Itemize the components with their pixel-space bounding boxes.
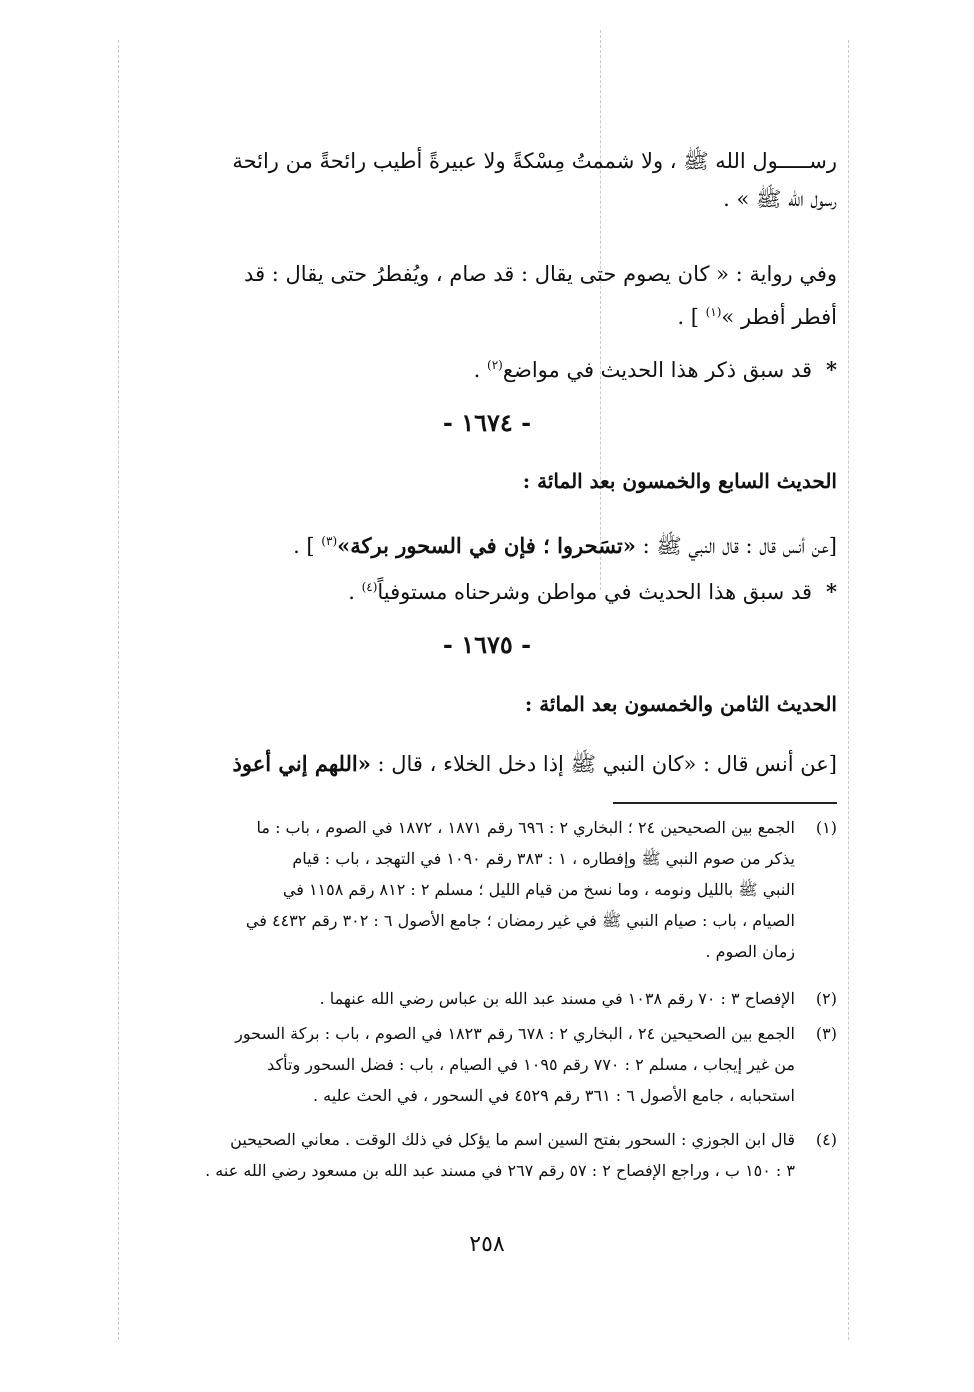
hadith-text <box>125 522 837 565</box>
footnote-line: ٣ : ١٥٠ ب ، وراجع الإفصاح ٢ : ٥٧ رقم ٢٦٧ في مسند عبد الله بن مسعود رضي الله عنه . <box>205 1161 795 1180</box>
hadith-text-end: ] . <box>293 534 322 558</box>
star-marker: * <box>826 357 837 382</box>
footnote-line: يذكر من صوم النبي ﷺ وإفطاره ، ١ : ٣٨٣ رقم ١٠٩٠ في التهجد ، باب : قيام <box>292 849 795 868</box>
scan-guide-line-right <box>848 40 849 1340</box>
scan-guide-line-left <box>118 40 119 1340</box>
footnote-line: قال ابن الجوزي : السحور بفتح السين اسم ما يؤكل في ذلك الوقت . معاني الصحيحين <box>230 1130 795 1149</box>
star-marker: * <box>826 579 837 604</box>
paragraph-continuation <box>125 142 837 218</box>
footnote-line: من غير إيجاب ، مسلم ٢ : ٧٧٠ رقم ١٠٩٥ في الصيام ، باب : فضل السحور وتأكد <box>267 1055 795 1074</box>
footnote-line: زمان الصوم . <box>705 942 795 961</box>
hadith-number: - ١٦٧٥ - <box>442 630 532 659</box>
note-text: قد سبق ذكر هذا الحديث في مواضع <box>502 358 813 382</box>
paragraph-line <box>125 293 837 336</box>
note-line <box>125 346 837 389</box>
footnote-number: (٢) <box>815 989 837 1008</box>
footnote-number: (٤) <box>815 1130 837 1149</box>
hadith-title: الحديث الثامن والخمسون بعد المائة : <box>524 692 837 716</box>
footnote-separator <box>613 802 837 804</box>
footnote-ref: (١) <box>705 305 722 319</box>
footnote-line: الجمع بين الصحيحين ٢٤ ؛ البخاري ٢ : ٦٩٦ رقم ١٨٧١ ، ١٨٧٢ في الصوم ، باب : ما <box>256 818 795 837</box>
hadith-quote: «اللهم إني أعوذ <box>232 751 371 776</box>
hadith-title: الحديث السابع والخمسون بعد المائة : <box>522 469 837 493</box>
paragraph-text: أفطر أفطر » <box>721 305 837 329</box>
paragraph-line: رســـــول الله ﷺ ، ولا شممتُ مِسْكةً ولا عبيرةً أطيب رائحةً من رائحة <box>232 149 837 173</box>
paragraph-line: رسول الله ﷺ » . <box>723 187 837 211</box>
hadith-text-start: [عن أنس قال : «كان النبي ﷺ إذا دخل الخلاء ، قال : <box>370 752 837 776</box>
paragraph-end: ] . <box>677 305 706 329</box>
footnote <box>125 1018 837 1111</box>
footnote-number: (١) <box>815 818 837 837</box>
footnote-line: استحبابه ، جامع الأصول ٦ : ٣٦١ رقم ٤٥٢٩ في السحور ، في الحث عليه . <box>312 1086 795 1105</box>
footnote-ref: (٢) <box>487 358 503 372</box>
note-end: . <box>348 580 362 604</box>
paragraph-riwaya <box>125 255 837 336</box>
footnote-line: الصيام ، باب : صيام النبي ﷺ في غير رمضان ؛ جامع الأصول ٦ : ٣٠٢ رقم ٤٤٣٢ في <box>245 911 795 930</box>
footnote-number: (٣) <box>815 1024 837 1043</box>
footnote-ref: (٤) <box>361 580 378 594</box>
note-text: قد سبق هذا الحديث في مواطن وشرحناه مستوفياً <box>377 580 813 604</box>
note-line <box>125 568 837 611</box>
footnote <box>125 812 837 967</box>
hadith-number: - ١٦٧٤ - <box>442 408 532 437</box>
hadith-text <box>125 745 837 783</box>
footnote-ref: (٣) <box>321 534 338 548</box>
footnote-line: الجمع بين الصحيحين ٢٤ ، البخاري ٢ : ٦٧٨ رقم ١٨٢٣ في الصوم ، باب : بركة السحور <box>235 1024 795 1043</box>
page-number: ٢٥٨ <box>469 1232 505 1257</box>
hadith-text-start: [عن أنس قال : قال النبي ﷺ : <box>635 534 837 558</box>
footnote <box>125 983 837 1014</box>
footnote <box>125 1124 837 1186</box>
paragraph-line: وفي رواية : « كان يصوم حتى يقال : قد صام ، ويُفطرُ حتى يقال : قد <box>244 262 837 286</box>
hadith-quote: «تسَحروا ؛ فإن في السحور بركة» <box>337 533 636 558</box>
footnote-line: النبي ﷺ بالليل ونومه ، وما نسخ من قيام الليل ؛ مسلم ٢ : ٨١٢ رقم ١١٥٨ في <box>282 880 795 899</box>
note-end: . <box>473 358 487 382</box>
footnote-line: الإفصاح ٣ : ٧٠ رقم ١٠٣٨ في مسند عبد الله بن عباس رضي الله عنهما . <box>319 989 795 1008</box>
